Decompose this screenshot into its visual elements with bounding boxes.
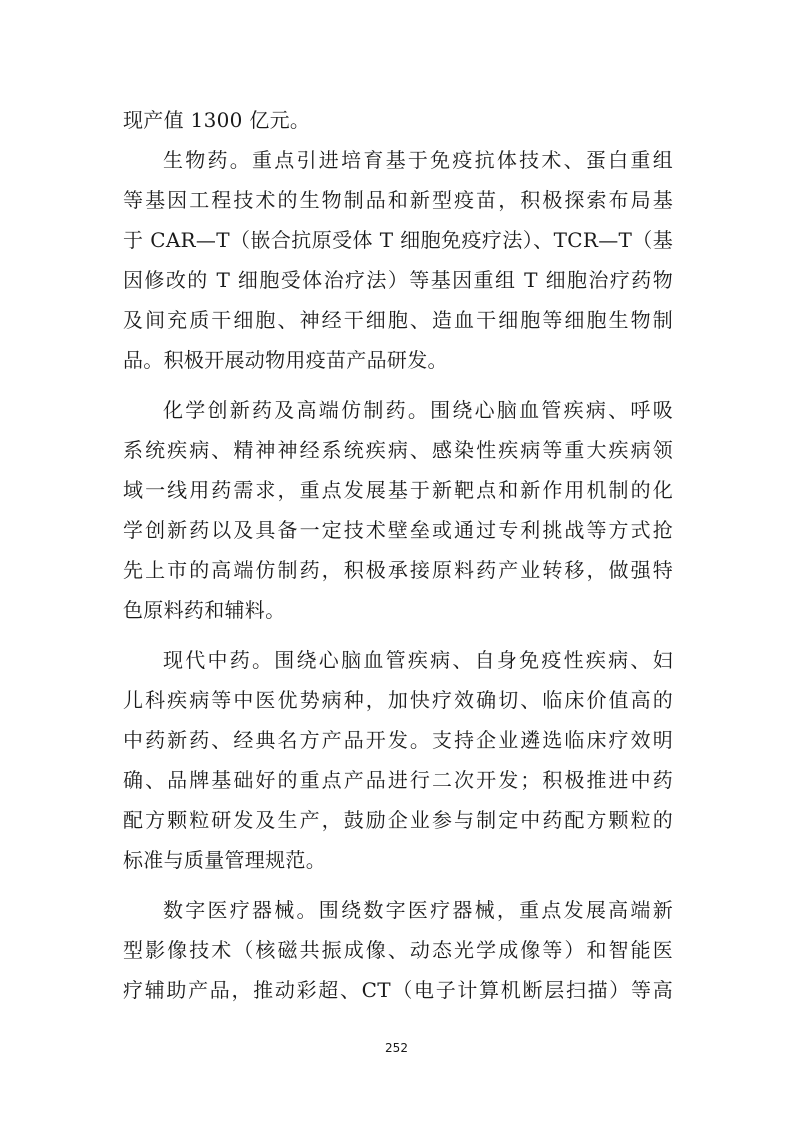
text-line: 配方颗粒研发及生产，鼓励企业参与制定中药配方颗粒的 (123, 808, 673, 832)
text-line: 化学创新药及高端仿制药。围绕心脑血管疾病、呼吸 (163, 398, 673, 422)
text-line: 于 CAR—T（嵌合抗原受体 T 细胞免疫疗法）、TCR—T（基 (123, 228, 673, 252)
text-line: 疗辅助产品，推动彩超、CT（电子计算机断层扫描）等高 (123, 978, 673, 1002)
text-line: 学创新药以及具备一定技术壁垒或通过专利挑战等方式抢 (123, 518, 673, 542)
text-line: 型影像技术（核磁共振成像、动态光学成像等）和智能医 (123, 938, 673, 962)
text-line: 因修改的 T 细胞受体治疗法）等基因重组 T 细胞治疗药物 (123, 268, 673, 292)
text-line: 先上市的高端仿制药，积极承接原料药产业转移，做强特 (123, 558, 673, 582)
text-line: 及间充质干细胞、神经干细胞、造血干细胞等细胞生物制 (123, 308, 673, 332)
text-line: 数字医疗器械。围绕数字医疗器械，重点发展高端新 (163, 898, 673, 922)
text-line: 等基因工程技术的生物制品和新型疫苗，积极探索布局基 (123, 188, 673, 212)
text-line: 域一线用药需求，重点发展基于新靶点和新作用机制的化 (123, 478, 673, 502)
text-line: 品。积极开展动物用疫苗产品研发。 (123, 348, 448, 372)
text-line: 生物药。重点引进培育基于免疫抗体技术、蛋白重组 (163, 148, 673, 172)
text-line: 现代中药。围绕心脑血管疾病、自身免疫性疾病、妇 (163, 648, 673, 672)
text-line: 现产值 1300 亿元。 (123, 108, 311, 132)
text-line: 标准与质量管理规范。 (123, 848, 326, 872)
text-line: 中药新药、经典名方产品开发。支持企业遴选临床疗效明 (123, 728, 673, 752)
page-number: 252 (385, 1041, 408, 1055)
text-line: 儿科疾病等中医优势病种，加快疗效确切、临床价值高的 (123, 688, 673, 712)
text-line: 确、品牌基础好的重点产品进行二次开发；积极推进中药 (123, 768, 673, 792)
text-line: 色原料药和辅料。 (123, 598, 286, 622)
text-line: 系统疾病、精神神经系统疾病、感染性疾病等重大疾病领 (123, 438, 673, 462)
